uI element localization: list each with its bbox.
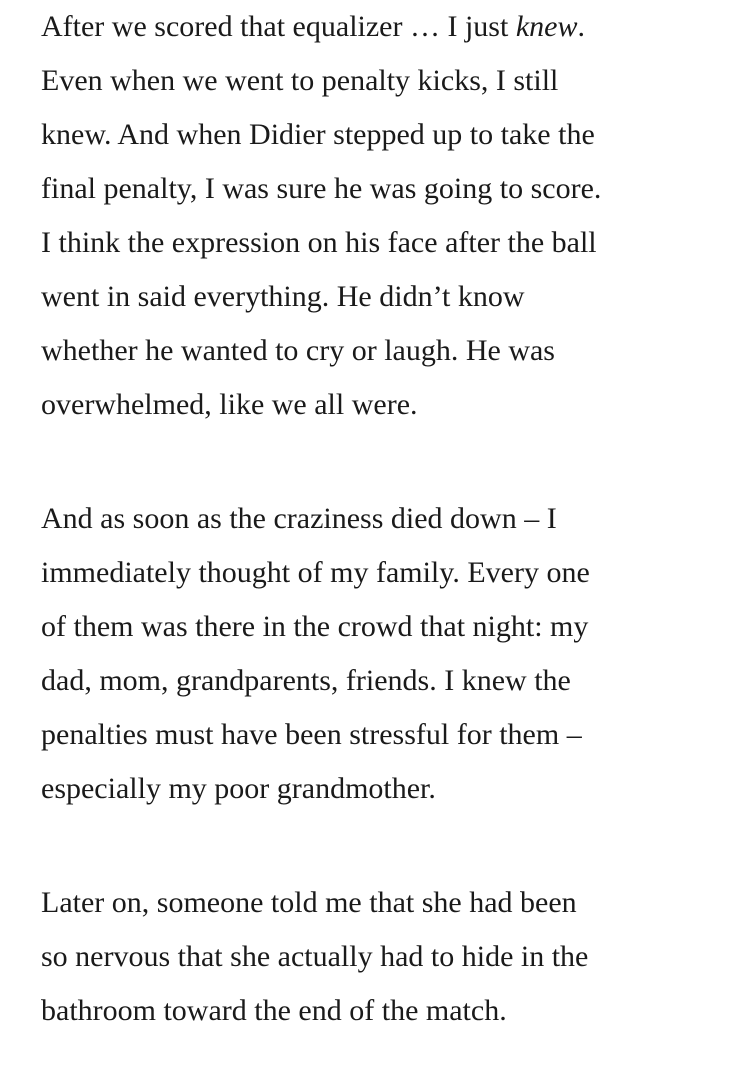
text-line: went in said everything. He didn’t know <box>41 280 525 313</box>
text-line: overwhelmed, like we all were. <box>41 388 418 421</box>
text-line: final penalty, I was sure he was going to score. <box>41 172 602 205</box>
text-line <box>41 0 741 54</box>
text-line: I think the expression on his face after the ball <box>41 226 597 259</box>
paragraph <box>41 492 741 816</box>
text-line: whether he wanted to cry or laugh. He was <box>41 334 555 367</box>
text-line: Later on, someone told me that she had been <box>41 886 577 919</box>
text-line: especially my poor grandmother. <box>41 772 436 805</box>
text-line: so nervous that she actually had to hide in the <box>41 940 589 973</box>
text-segment: . <box>577 10 585 43</box>
text-line: penalties must have been stressful for them – <box>41 718 582 751</box>
text-line: bathroom toward the end of the match. <box>41 994 507 1027</box>
paragraph <box>41 0 741 432</box>
text-line: Even when we went to penalty kicks, I still <box>41 64 559 97</box>
text-line: dad, mom, grandparents, friends. I knew the <box>41 664 571 697</box>
text-line: immediately thought of my family. Every one <box>41 556 590 589</box>
text-line: of them was there in the crowd that night: my <box>41 610 589 643</box>
text-line: And as soon as the craziness died down – I <box>41 502 557 535</box>
paragraph <box>41 876 741 1038</box>
emphasized-text: knew <box>515 10 578 43</box>
text-segment: After we scored that equalizer … I just <box>41 10 516 43</box>
text-line: knew. And when Didier stepped up to take the <box>41 118 595 151</box>
